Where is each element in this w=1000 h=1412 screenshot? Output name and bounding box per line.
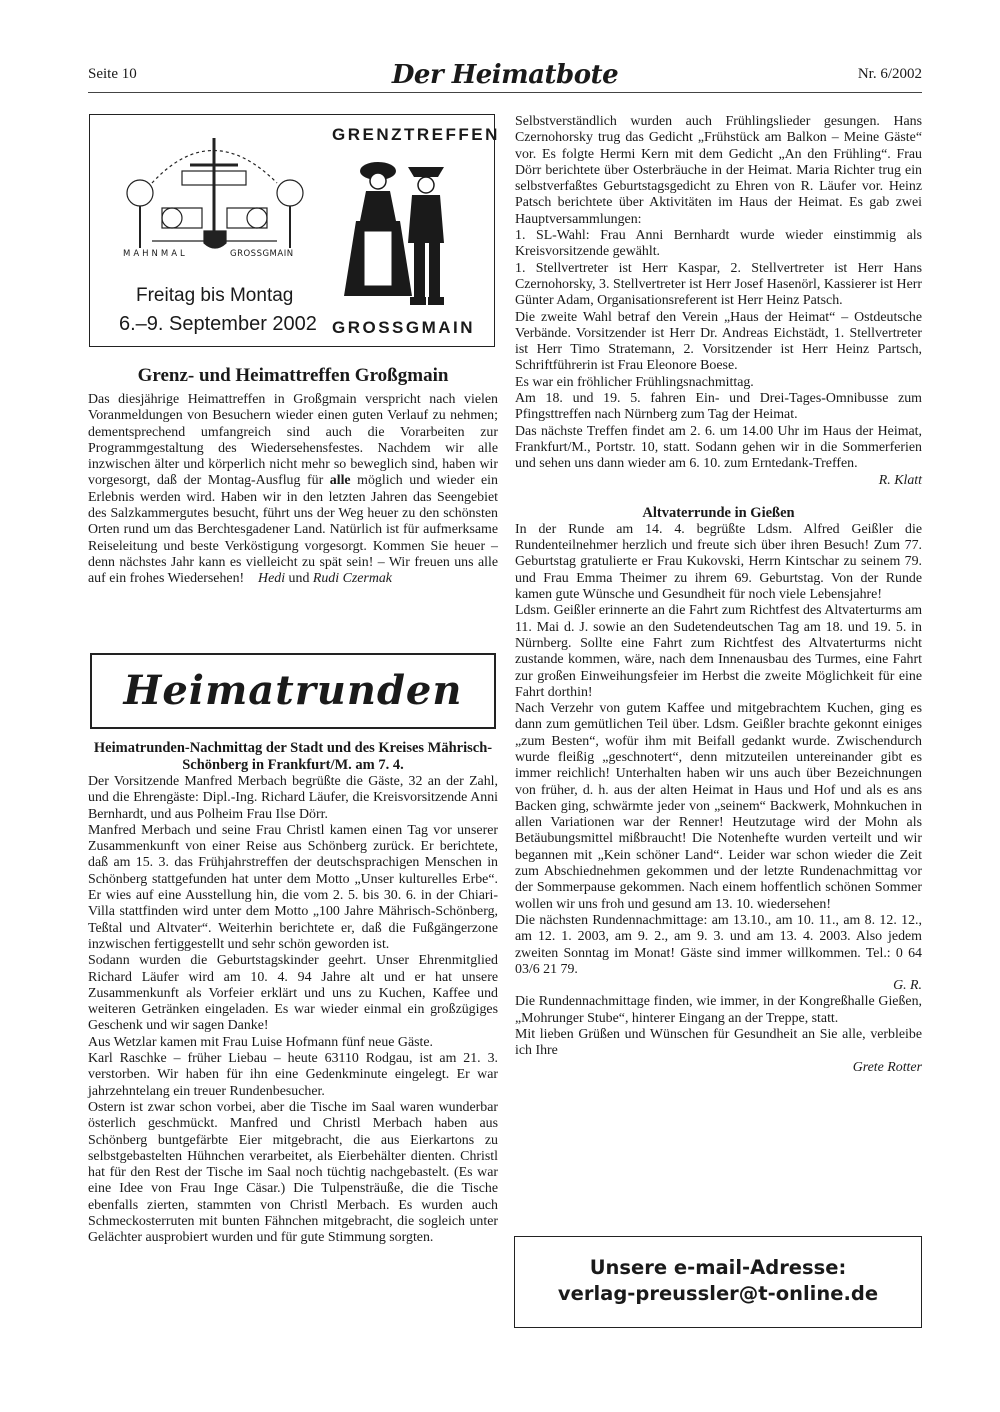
ad-date-line2: 6.–9. September 2002 <box>119 313 317 335</box>
article1-text-b: möglich und wieder ein Erlebnis werden wird. Haben wir in den letzten Jahren das Seengebiet des Salzkammergutes besucht, führt uns der Weg heuer zu den schönsten Orten rund um das Berchtesgadener Land. Natürlich ist für aufmerksame Reiseleitung und beste Verköstigung vorgesorgt. Kommen Sie heuer – denn nächstes Jahr kann es vielleicht zu spät sein! – Wir freuen uns alle auf ein frohes Wiedersehen! <box>88 473 498 587</box>
article1-body <box>88 392 498 588</box>
email-address[interactable]: verlag-preussler@t-online.de <box>557 1282 879 1305</box>
banner-text: Heimatrunden <box>123 667 463 714</box>
article1-paragraph <box>88 392 498 588</box>
article3-paragraph: Nach Verzehr von gutem Kaffee und mitgebrachtem Kuchen, ging es dann zum gemütlichen Teil über. Ldsm. Geißler brachte gekonnt einiges „zum Besten“, wofür ihm mit Beifall gedankt wurde. Zwischendurch wurde fleißig „geschnotert“, denn mitzuteilen untereinander gibt es immer reichlich! Unterhalten haben wir uns auch über Bezeichnungen von früher, d. h. aus der alten Heimat in Haus und Hof und als es ans Backen ging, schwärmte jeder von „seinem“ Backwerk, Mohnkuchen in allen Variationen war der Renner! Heutzutage wird der Mohn als Betäubungsmittel mißbraucht! Die Notenhefte wurden verteilt und wir begannen mit „Kein schöner Land“. Leider war schon wieder die Zeit zum Abschiednehmen gekommen und der letzte Rundenachmittag vor der Sommerpause gekommen. Nach einem hoffentlich schönen Sommer wollen wir uns froh und gesund am 13. 10. wiedersehen! <box>515 701 922 912</box>
article1-text-a: Das diesjährige Heimattreffen in Großgmain verspricht nach vielen Voranmeldungen von Besuchern wieder einen guten Verlauf zu nehmen; dementsprechend umfangreich sind auch die Vorarbeiten zur Programmgestaltung des Wiedersehensfestes. Nachdem wir alle inzwischen älter und körperlich nicht mehr so beweglich sind, haben wir vorgesorgt, daß der Montag-Ausflug für <box>88 392 498 489</box>
article1-sig-a: Hedi <box>258 571 286 587</box>
article3-hall: Die Rundennachmittage finden, wie immer, in der Kongreßhalle Gießen, „Mohrunger Stube“, hinterer Eingang an der Treppe, statt. <box>515 994 922 1026</box>
article2-paragraph: Der Vorsitzende Manfred Merbach begrüßte die Gäste, 32 an der Zahl, und die Ehrengäste: Dipl.-Ing. Richard Läufer, die Kreisvorsitzende Anni Bernhardt, und aus Polheim Frau Ilse Dörr. <box>88 774 498 822</box>
ad-date-line1: Freitag bis Montag <box>136 285 294 306</box>
article3-dates: Die nächsten Rundennachmittage: am 13.10., am 10. 11., am 8. 12. 12., am 12. 1. 2003, am 9. 2., am 9. 3. und am 13. 4. 2003. Also jedem zweiten Sonntag im Monat! Gäste sind immer willkommen. Tel.: 0 64 03/6 21 79. <box>515 912 922 977</box>
article2-paragraph: Manfred Merbach und seine Frau Christl kamen einen Tag vor unserer Zusammenkunft von einer Reise aus Schönberg zurück. Er berichtete, daß am 15. 3. das Frühjahrstreffen der deutschsprachigen Menschen in Schönberg stattgefunden hat unter dem Motto „Unser kulturelles Erbe“. Er wies auf eine Ausstellung hin, die vom 2. 5. bis 30. 6. in der Chiari-Villa stattfinden wird unter dem Motto „100 Jahre Mährisch-Schönberg, Teßtal und Altvater“. Weiterhin berichtete er, daß die Fußgängerzone inzwischen fertiggestellt und sehr schön geworden ist. <box>88 822 498 952</box>
grenztreffen-ad <box>89 114 500 347</box>
article3-dates-signature: G. R. <box>893 978 922 994</box>
ad-title-top: GRENZTREFFEN <box>332 125 500 144</box>
article2-title: Heimatrunden-Nachmittag der Stadt und des Kreises Mährisch-Schönberg in Frankfurt/M. am 7. 4. <box>93 740 493 773</box>
grossgmain-small-label: GROSSGMAIN <box>230 249 294 259</box>
article3-paragraph: In der Runde am 14. 4. begrüßte Ldsm. Alfred Geißler die Rundenteilnehmer herzlich und freute sich über ihren Besuch! Zum 77. Geburtstag gratulierte er Frau Kukovski, Herrn Kintschar zu seinem 79. und Frau Emma Theimer zu ihrem 69. Geburtstag. Von der Runde kamen gute Wünsche und Gesundheit für noch viele Lebensjahre! <box>515 521 922 603</box>
article2-continued <box>515 114 922 1076</box>
ad-title-bottom: GROSSGMAIN <box>332 318 476 337</box>
article3-paragraph: Ldsm. Geißler erinnerte an die Fahrt zum Richtfest des Altvaterturms am 11. Mai d. J. sowie an den Sudetendeutschen Tag am 18. und 19. 5. in Nürnberg. Sollte eine Fahrt zum Richtfest des Altvaterturms nicht zustande kommen, wäre, nach dem Innenausbau des Turmes, eine Fahrt zur großen Einweihungsfeier im Herbst die zweite Möglichkeit für eine Fahrt dorthin! <box>515 603 922 700</box>
article1-text-bold: alle <box>329 473 351 489</box>
article2-paragraph: Sodann wurden die Geburtstagskinder geehrt. Unser Ehrenmitglied Richard Läufer wird am 10. 4. 94 Jahre alt und er hat unsere Zusammenkunft als Vorfeier erklärt und uns zu Kuchen, Kaffee und weiteren Getränken eingeladen. Es war wieder einmal ein großzügiges Geschenk und wir sagen Danke! <box>88 953 498 1034</box>
article3-signature-row <box>515 1060 922 1076</box>
article1-sig-b: Rudi Czermak <box>312 571 392 587</box>
article2-body <box>88 740 498 1247</box>
article2-cont-paragraph: Am 18. und 19. 5. fahren Ein- und Drei-Tages-Omnibusse zum Pfingsttreffen nach Nürnberg zum Tag der Heimat. <box>515 391 922 423</box>
article3-title: Altvaterrunde in Gießen <box>642 504 795 521</box>
header-rule <box>88 92 922 93</box>
page-header <box>88 60 922 90</box>
masthead-logo: Der Heimatbote <box>391 60 619 90</box>
memorial-illustration <box>112 123 312 258</box>
article2-cont-paragraph: 1. SL-Wahl: Frau Anni Bernhardt wurde wieder einstimmig als Kreisvorsitzende gewählt. <box>515 228 922 260</box>
article2-cont-paragraph: Selbstverständlich wurden auch Frühlingslieder gesungen. Hans Czernohorsky trug das Gedicht „Frühstück am Balkon – Meine Gäste“ vor. Es folgte Hermi Kern mit dem Gedicht „An den Frühling“. Frau Dörr berichtete über Osterbräuche in der Heimat. Maria Richter trug ein selbstverfaßtes Geburtstagsgedicht zu Ehren von R. Läufer vor. Heinz Patsch berichtete über Aktivitäten im Haus der Heimat. Es gab zwei Hauptversammlungen: <box>515 114 922 227</box>
heimatrunden-banner <box>90 653 496 729</box>
article2-cont-paragraph: Das nächste Treffen findet am 2. 6. um 14.00 Uhr im Haus der Heimat, Frankfurt/M., Portstr. 10, statt. Sodann gehen wir in die Sommerferien und sehen uns dann wieder am 6. 10. zum Erntedank-Treffen. <box>515 423 922 472</box>
article2-cont-paragraph: 1. Stellvertreter ist Herr Kaspar, 2. Stellvertreter ist Herr Hans Czernohorsky, 3. Stellvertreter ist Herr Josef Hasenörl, Kassierer ist Herr Günter Adam, Organisationsreferent ist Herr Heinz Patsch. <box>515 260 922 309</box>
article2-paragraph: Aus Wetzlar kamen mit Frau Luise Hofmann fünf neue Gäste. <box>88 1034 434 1050</box>
traditional-couple-illustration <box>338 149 473 314</box>
article2-paragraph: Karl Raschke – früher Liebau – heute 63110 Rodgau, ist am 21. 3. verstorben. Wir haben für ihn eine Gedenkminute eingelegt. Er war jahrzehntelang ein treuer Rundenbesucher. <box>88 1051 498 1099</box>
article2-signature-row <box>515 473 922 489</box>
article2-cont-paragraph: Die zweite Wahl betraf den Verein „Haus der Heimat“ – Ostdeutsche Verbände. Vorsitzender ist Herr Dr. Andreas Eichstädt, 1. Stellvertreter ist Herr Timo Stratemann, 2. Vorsitzender ist Herr Heinz Partsch, Schriftführerin ist Frau Eleonore Boese. <box>515 309 922 374</box>
article2-paragraph: Ostern ist zwar schon vorbei, aber die Tische im Saal waren wunderbar österlich geschmückt. Manfred und Christl Merbach haben aus Schönberg buntgefärbte Eier mitgebracht, die aus Eierkartons zu selbstgebastelten Hühnchen verarbeitet, als Eierbehälter dienten. Christl hat für den Rest der Tische im Saal noch tüchtig nachgebastelt. (Es war eine Idee von Frau Inge Cäsar.) Die Tulpensträuße, die die Tische ebenfalls zierten, stammten von Christl Merbach. Es wurden auch Schmeckosterruten mit bunten Fähnchen mitgebracht, die sogleich unter Gelächter ausprobiert wurden und für gute Stimmung sorgten. <box>88 1099 498 1246</box>
page-number: Seite 10 <box>88 66 137 82</box>
article3-signature: Grete Rotter <box>852 1059 922 1075</box>
email-box <box>514 1236 922 1328</box>
article3-closing: Mit lieben Grüßen und Wünschen für Gesundheit an Sie alle, verbleibe ich Ihre <box>515 1027 922 1059</box>
article2-signature: R. Klatt <box>878 472 922 488</box>
article1-sig-and: und <box>288 571 310 587</box>
mahnmal-label: MAHNMAL <box>123 249 188 259</box>
article3-dates-signature-row <box>515 978 922 994</box>
email-label: Unsere e-mail-Adresse: <box>589 1256 847 1279</box>
article1-title: Grenz- und Heimattreffen Großgmain <box>137 365 449 386</box>
article2-cont-paragraph: Es war ein fröhlicher Frühlingsnachmittag. <box>515 374 754 390</box>
issue-number: Nr. 6/2002 <box>857 66 922 82</box>
